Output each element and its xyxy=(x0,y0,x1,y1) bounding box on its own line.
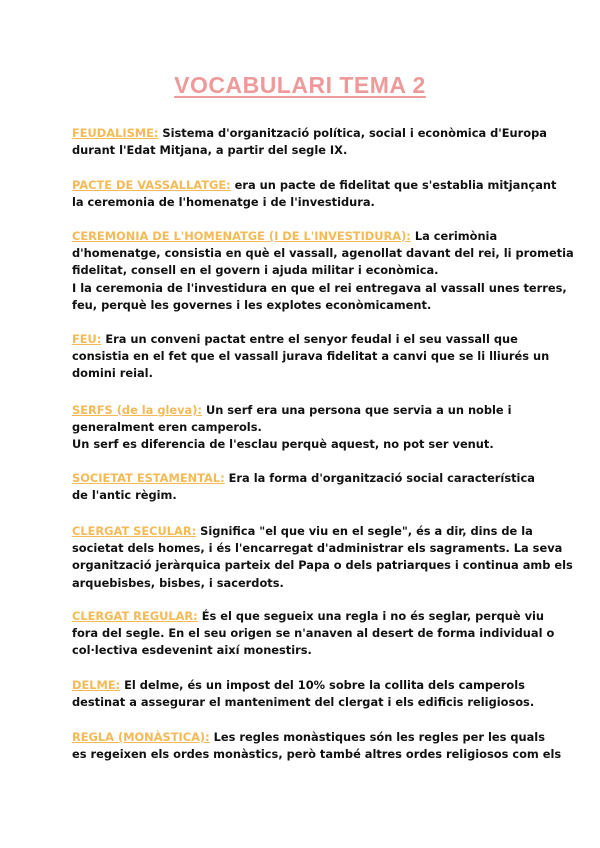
entry-line xyxy=(72,177,557,194)
entry-line xyxy=(72,470,535,487)
definition-text: durant l'Edat Mitjana, a partir del segle IX. xyxy=(72,143,348,158)
vocab-entry-feudalisme xyxy=(72,125,547,159)
vocab-entry-feu xyxy=(72,331,550,383)
definition-text: era un pacte de fidelitat que s'establia mitjançant xyxy=(230,178,557,192)
definition-text: col·lectiva esdevenint així monestirs. xyxy=(72,643,312,658)
vocab-entry-ceremonia-homenatge xyxy=(72,228,574,314)
definition-text: domini reial. xyxy=(72,366,153,381)
entry-line xyxy=(72,729,545,746)
definition-text: consistia en el fet que el vassall jurava fidelitat a canvi que se li lliurés un xyxy=(72,349,550,364)
definition-text: d'homenatge, consistia en què el vassall, agenollat davant del rei, li prometia xyxy=(72,246,574,261)
definition-text: Sistema d'organització política, social i econòmica d'Europa xyxy=(158,126,547,140)
definition-text: Significa "el que viu en el segle", és a dir, dins de la xyxy=(196,524,533,538)
page-title: VOCABULARI TEMA 2 xyxy=(174,72,426,98)
vocab-term: SOCIETAT ESTAMENTAL: xyxy=(72,471,225,485)
definition-text: Un serf es diferencia de l'esclau perquè aquest, no pot ser venut. xyxy=(72,437,494,452)
definition-text: la ceremonia de l'homenatge i de l'investidura. xyxy=(72,195,375,210)
entry-line xyxy=(72,125,547,142)
definition-text: arquebisbes, bisbes, i sacerdots. xyxy=(72,575,284,590)
definition-text: de l'antic règim. xyxy=(72,488,177,503)
vocab-entry-regla-monastica xyxy=(72,729,562,763)
definition-text: Les regles monàstiques són les regles per les quals xyxy=(209,730,545,744)
definition-text: organització jeràrquica parteix del Papa o dels patriarques i continua amb els xyxy=(72,558,573,573)
definition-text: destinat a assegurar el manteniment del clergat i els edificis religiosos. xyxy=(72,695,535,710)
vocab-entry-delme xyxy=(72,677,535,711)
definition-text: societat dels homes, i és l'encarregat d'administrar els sagraments. La seva xyxy=(72,541,563,556)
entry-line xyxy=(72,228,532,245)
definition-text: fidelitat, consell en el govern i ajuda militar i econòmica. xyxy=(72,263,439,278)
vocab-term: CLERGAT REGULAR: xyxy=(72,609,198,623)
definition-text: feu, perquè les governes i les explotes econòmicament. xyxy=(72,297,432,312)
vocab-term: CLERGAT SECULAR: xyxy=(72,524,197,538)
vocab-entry-pacte-de-vassallatge xyxy=(72,177,557,211)
vocab-term: CEREMONIA DE L'HOMENATGE (I DE L'INVESTIDURA): xyxy=(72,229,411,243)
vocab-entry-clergat-secular xyxy=(72,523,573,592)
definition-text: fora del segle. En el seu origen se n'anaven al desert de forma individual o xyxy=(72,626,555,641)
vocab-entry-societat-estamental xyxy=(72,470,535,504)
vocab-term: FEUDALISME: xyxy=(72,126,159,140)
entry-line xyxy=(72,608,545,625)
definition-text: La cerimònia xyxy=(410,229,498,243)
entry-line xyxy=(72,331,532,348)
vocab-term: REGLA (MONÀSTICA): xyxy=(72,730,210,744)
vocab-term: SERFS (de la gleva): xyxy=(72,403,202,417)
vocab-entry-serfs xyxy=(72,402,532,454)
definition-text: Era un conveni pactat entre el senyor feudal i el seu vassall que xyxy=(101,332,518,346)
vocab-entry-clergat-regular xyxy=(72,608,555,660)
definition-text: El delme, és un impost del 10% sobre la collita dels camperols xyxy=(120,678,525,692)
vocab-term: PACTE DE VASSALLATGE: xyxy=(72,178,231,192)
definition-text: es regeixen els ordes monàstics, però també altres ordes religiosos com els xyxy=(72,747,562,762)
definition-text: Un serf era una persona que servia a un noble i xyxy=(201,403,512,417)
vocab-term: FEU: xyxy=(72,332,102,346)
vocab-term: DELME: xyxy=(72,678,121,692)
entry-line xyxy=(72,523,532,540)
definition-text: I la ceremonia de l'investidura en que el rei entregava al vassall unes terres, xyxy=(72,280,567,295)
definition-text: És el que segueix una regla i no és seglar, perquè viu xyxy=(197,609,545,623)
entry-line xyxy=(72,402,532,419)
entry-line xyxy=(72,677,532,694)
definition-text: generalment eren camperols. xyxy=(72,420,262,435)
definition-text: Era la forma d'organització social característica xyxy=(224,471,535,485)
